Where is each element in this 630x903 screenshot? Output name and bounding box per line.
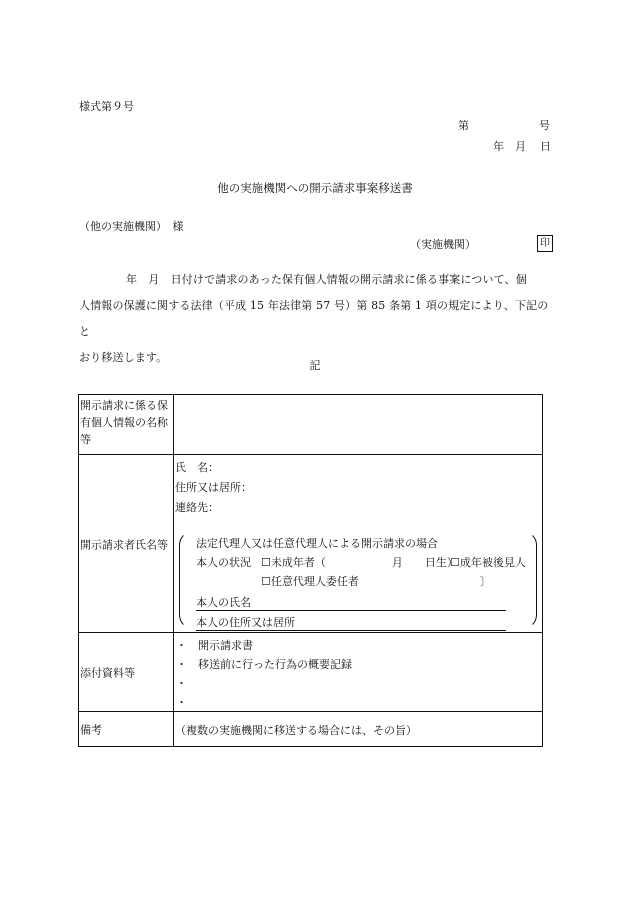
attachment-item-2: ・ 移送前に行った行為の概要記録 xyxy=(176,658,352,671)
requester-value-cell xyxy=(174,455,543,633)
principal-name-field[interactable]: 本人の氏名 xyxy=(196,596,251,609)
proxy-close-bracket: 〕 xyxy=(480,575,491,588)
attachments-value-cell xyxy=(174,633,543,712)
principal-address-underline xyxy=(196,630,506,631)
remarks-text[interactable]: （複数の実施機関に移送する場合には、その旨） xyxy=(175,724,417,737)
date-month: 月 xyxy=(515,140,526,153)
info-name-label-cell xyxy=(79,395,174,455)
table-row xyxy=(79,395,543,455)
principal-name-underline xyxy=(196,610,506,611)
date-year: 年 xyxy=(493,140,504,153)
requester-name-field[interactable]: 氏 名： xyxy=(175,461,219,474)
representative-heading: 法定代理人又は任意代理人による開示請求の場合 xyxy=(196,537,438,550)
minor-checkbox-option[interactable]: ☐未成年者（ 月 日生） xyxy=(261,556,458,569)
requester-address-field[interactable]: 住所又は居所： xyxy=(175,481,252,494)
adult-ward-checkbox-option[interactable]: ☐成年被後見人 xyxy=(450,556,526,569)
document-title: 他の実施機関への開示請求事案移送書 xyxy=(217,181,413,195)
addressee: （他の実施機関） 様 xyxy=(79,220,184,233)
attachments-label-cell xyxy=(79,633,174,712)
table-row xyxy=(79,633,543,712)
requester-contact-field[interactable]: 連絡先： xyxy=(175,501,219,514)
body-line-3: おり移送します。 xyxy=(79,351,168,364)
sender-agency: （実施機関） xyxy=(410,238,476,251)
date-day: 日 xyxy=(540,140,551,153)
attachments-label: 添付資料等 xyxy=(80,666,135,680)
proxy-principal-checkbox-option[interactable]: ☐任意代理人委任者 xyxy=(261,575,359,588)
table-row xyxy=(79,455,543,633)
document-number-go: 号 xyxy=(539,119,550,132)
attachment-item-1: ・ 開示請求書 xyxy=(176,639,253,652)
ki-heading: 記 xyxy=(309,359,321,372)
info-name-label: 開示請求に係る保有個人情報の名称等 xyxy=(80,399,168,446)
remarks-label: 備考 xyxy=(80,723,102,737)
form-number: 様式第９号 xyxy=(79,100,134,113)
requester-label: 開示請求者氏名等 xyxy=(80,538,168,551)
requester-label-cell xyxy=(79,455,174,633)
info-name-value-cell[interactable] xyxy=(174,395,543,455)
body-paragraph xyxy=(79,267,551,371)
attachment-item-4[interactable]: ・ xyxy=(176,696,187,709)
body-line-2: 人情報の保護に関する法律（平成 15 年法律第 57 号）第 85 条第 1 項の規定により、下記のと xyxy=(79,299,549,338)
principal-address-field[interactable]: 本人の住所又は居所 xyxy=(196,616,295,629)
seal-stamp-box: 印 xyxy=(537,235,553,252)
principal-status-label: 本人の状況 xyxy=(196,556,251,569)
attachment-item-3[interactable]: ・ xyxy=(176,677,187,690)
document-number-dai: 第 xyxy=(458,119,469,132)
body-line-1: 年 月 日付けで請求のあった保有個人情報の開示請求に係る事案について、個 xyxy=(126,273,527,286)
remarks-value-cell xyxy=(174,712,543,747)
remarks-label-cell xyxy=(79,712,174,747)
table-row xyxy=(79,712,543,747)
transfer-details-table xyxy=(78,394,543,747)
